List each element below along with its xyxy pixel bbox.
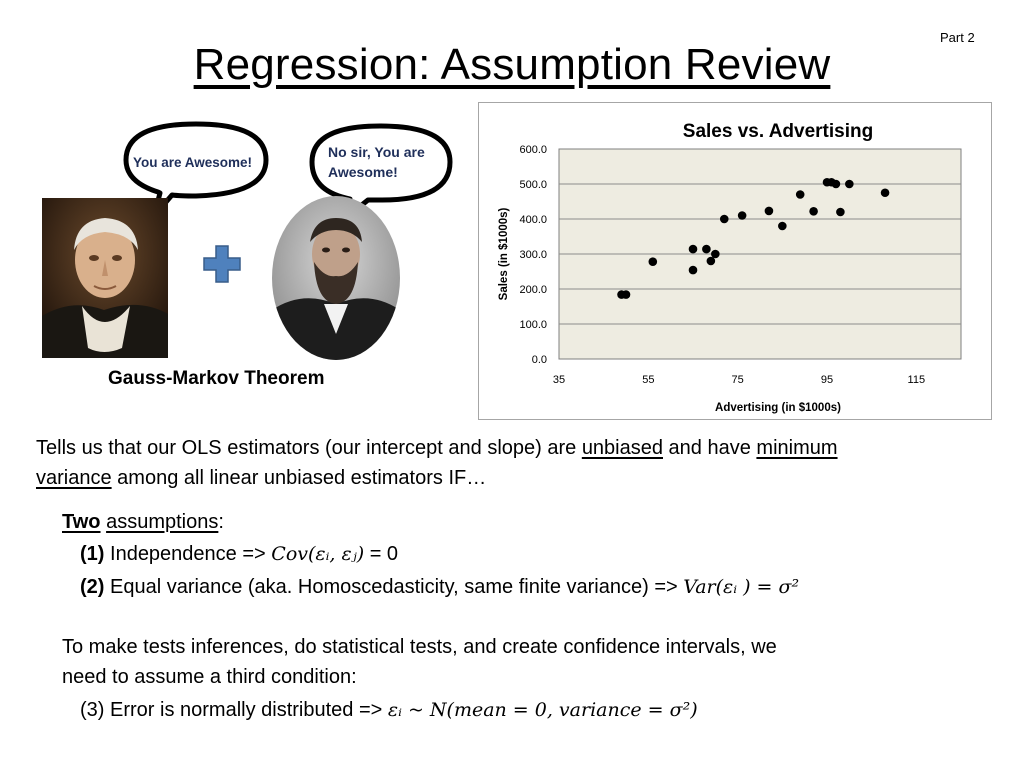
bubble-right-line2: Awesome! bbox=[328, 164, 398, 180]
assumption-3 bbox=[80, 695, 698, 725]
y-tick-label: 400.0 bbox=[519, 214, 547, 226]
assumptions-two: Two bbox=[62, 511, 101, 533]
y-tick-label: 100.0 bbox=[519, 319, 547, 331]
scatter-chart bbox=[478, 102, 992, 420]
y-tick-label: 600.0 bbox=[519, 144, 547, 156]
data-point bbox=[689, 245, 698, 254]
assumption-1 bbox=[80, 539, 398, 569]
data-point bbox=[765, 207, 774, 216]
intro-part1: Tells us that our OLS estimators (our intercept and slope) are bbox=[36, 437, 582, 459]
intro-paragraph bbox=[36, 433, 996, 493]
assumption-1-number: (1) bbox=[80, 543, 105, 565]
y-tick-label: 200.0 bbox=[519, 284, 547, 296]
assumption-3-math: εᵢ ~ N(mean = 0, variance = σ²) bbox=[387, 699, 698, 721]
plus-icon bbox=[202, 244, 242, 284]
x-tick-label: 35 bbox=[552, 374, 566, 386]
bubble-right-text bbox=[328, 142, 425, 182]
data-point bbox=[702, 245, 711, 254]
part-label: Part 2 bbox=[940, 30, 975, 45]
assumption-1-text: Independence => bbox=[104, 543, 272, 565]
data-point bbox=[845, 180, 854, 189]
intro-unbiased: unbiased bbox=[581, 437, 663, 459]
assumption-2-number: (2) bbox=[80, 576, 105, 598]
markov-portrait bbox=[268, 192, 404, 364]
data-point bbox=[809, 207, 818, 216]
x-tick-label: 95 bbox=[820, 374, 834, 386]
assumption-2-math: Var(εᵢ ) = σ² bbox=[683, 576, 800, 598]
third-line1: To make tests inferences, do statistical tests, and create confidence intervals, we bbox=[62, 636, 777, 658]
data-point bbox=[649, 257, 658, 266]
data-point bbox=[832, 180, 841, 189]
bubble-right-line1: No sir, You are bbox=[328, 144, 425, 160]
data-point bbox=[778, 222, 787, 231]
data-point bbox=[738, 211, 747, 220]
theorem-caption: Gauss-Markov Theorem bbox=[108, 368, 325, 389]
third-condition-intro bbox=[62, 632, 1012, 692]
chart-canvas bbox=[479, 103, 993, 421]
assumption-2-text: Equal variance (aka. Homoscedasticity, same finite variance) => bbox=[104, 576, 684, 598]
intro-part3: among all linear unbiased estimators IF… bbox=[111, 467, 487, 489]
data-point bbox=[689, 266, 698, 275]
data-point bbox=[836, 208, 845, 217]
third-line2: need to assume a third condition: bbox=[62, 666, 357, 688]
gauss-portrait bbox=[42, 198, 168, 358]
assumption-1-tail: = 0 bbox=[364, 543, 399, 565]
intro-variance: variance bbox=[36, 467, 112, 489]
x-tick-label: 75 bbox=[731, 374, 744, 386]
intro-part2: and have bbox=[663, 437, 757, 459]
data-point bbox=[622, 290, 631, 299]
y-tick-label: 500.0 bbox=[519, 179, 547, 191]
assumption-3-text: (3) Error is normally distributed => bbox=[80, 699, 388, 721]
x-tick-label: 55 bbox=[642, 374, 655, 386]
x-axis-label: Advertising (in $1000s) bbox=[715, 402, 841, 414]
data-point bbox=[711, 250, 720, 259]
slide-title: Regression: Assumption Review bbox=[193, 40, 831, 89]
assumption-2 bbox=[80, 572, 799, 602]
data-point bbox=[881, 188, 890, 197]
assumptions-word: assumptions bbox=[106, 511, 219, 533]
intro-minimum: minimum bbox=[756, 437, 838, 459]
assumptions-colon: : bbox=[218, 511, 224, 533]
y-tick-label: 300.0 bbox=[519, 249, 547, 261]
chart-title: Sales vs. Advertising bbox=[682, 121, 874, 142]
bubble-left-text: You are Awesome! bbox=[133, 155, 253, 170]
assumptions-heading bbox=[62, 507, 224, 537]
y-tick-label: 0.0 bbox=[531, 354, 547, 366]
y-axis-label: Sales (in $1000s) bbox=[498, 207, 510, 301]
data-point bbox=[796, 190, 805, 199]
data-point bbox=[720, 215, 729, 224]
assumption-1-math: Cov(εᵢ, εⱼ) bbox=[271, 543, 365, 565]
x-tick-label: 115 bbox=[907, 374, 926, 386]
